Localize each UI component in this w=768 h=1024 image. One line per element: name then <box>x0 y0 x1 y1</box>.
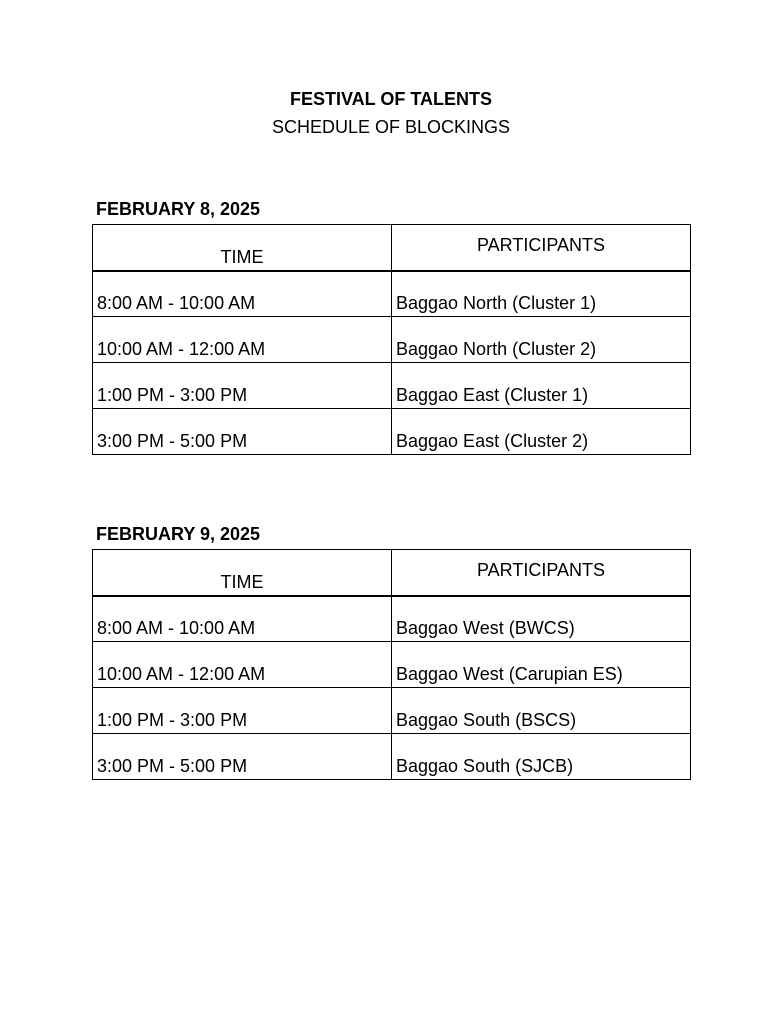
participants-cell: Baggao West (BWCS) <box>392 596 691 642</box>
time-cell: 10:00 AM - 12:00 AM <box>93 317 392 363</box>
schedule-day-1 <box>92 198 690 455</box>
schedule-day-2 <box>92 523 690 780</box>
document-subtitle: SCHEDULE OF BLOCKINGS <box>271 117 511 137</box>
date-heading: FEBRUARY 9, 2025 <box>96 524 261 544</box>
table-row <box>93 688 691 734</box>
participants-cell: Baggao East (Cluster 1) <box>392 363 691 409</box>
table-row <box>93 271 691 317</box>
time-column-header: TIME <box>93 225 392 271</box>
table-row <box>93 642 691 688</box>
participants-column-header: PARTICIPANTS <box>392 550 691 596</box>
time-column-header: TIME <box>93 550 392 596</box>
table-row <box>93 363 691 409</box>
table-header-row <box>93 225 691 271</box>
table-row <box>93 596 691 642</box>
time-cell: 3:00 PM - 5:00 PM <box>93 734 392 780</box>
schedule-table <box>92 549 691 780</box>
time-cell: 1:00 PM - 3:00 PM <box>93 363 392 409</box>
time-cell: 1:00 PM - 3:00 PM <box>93 688 392 734</box>
table-row <box>93 409 691 455</box>
date-heading: FEBRUARY 8, 2025 <box>96 199 261 219</box>
participants-cell: Baggao South (SJCB) <box>392 734 691 780</box>
table-header-row <box>93 550 691 596</box>
participants-cell: Baggao East (Cluster 2) <box>392 409 691 455</box>
schedule-table <box>92 224 691 455</box>
time-cell: 8:00 AM - 10:00 AM <box>93 596 392 642</box>
participants-cell: Baggao North (Cluster 1) <box>392 271 691 317</box>
time-cell: 8:00 AM - 10:00 AM <box>93 271 392 317</box>
document-title: FESTIVAL OF TALENTS <box>290 89 492 109</box>
time-cell: 3:00 PM - 5:00 PM <box>93 409 392 455</box>
time-cell: 10:00 AM - 12:00 AM <box>93 642 392 688</box>
table-row <box>93 317 691 363</box>
participants-cell: Baggao South (BSCS) <box>392 688 691 734</box>
participants-cell: Baggao North (Cluster 2) <box>392 317 691 363</box>
participants-column-header: PARTICIPANTS <box>392 225 691 271</box>
table-row <box>93 734 691 780</box>
participants-cell: Baggao West (Carupian ES) <box>392 642 691 688</box>
